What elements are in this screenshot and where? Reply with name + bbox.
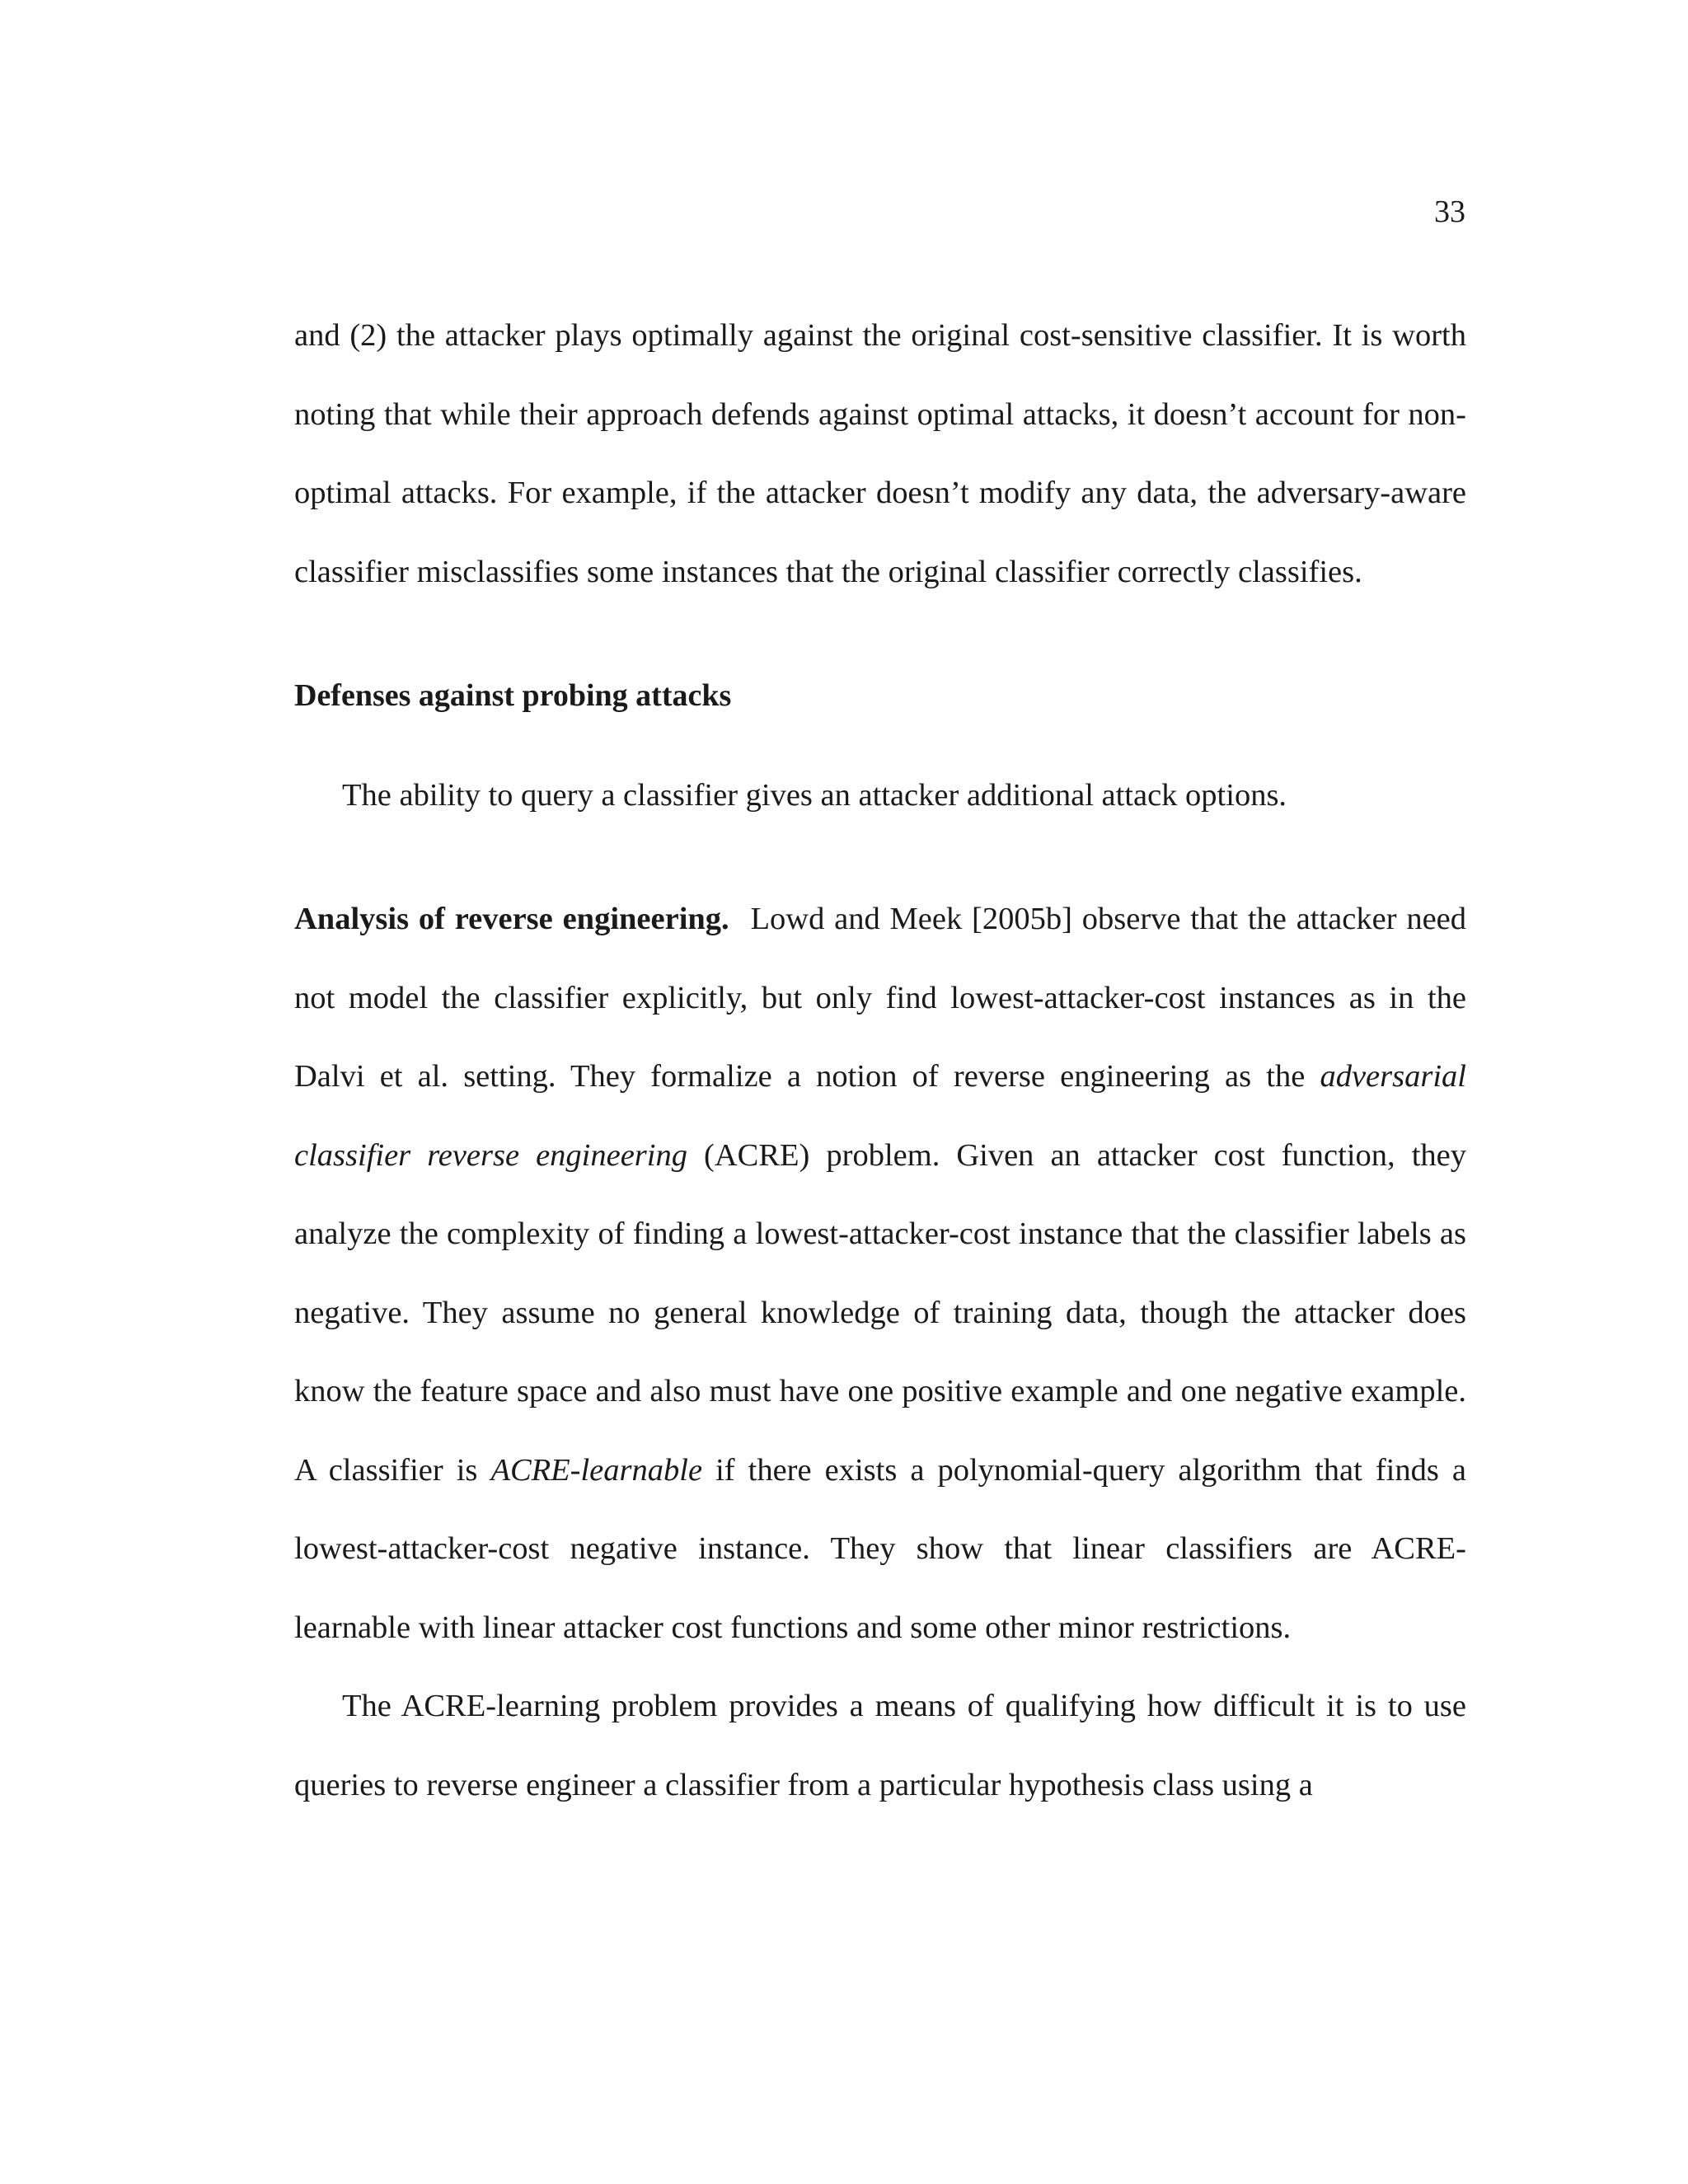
paragraph-text-part2: (ACRE) problem. Given an attacker cost function, they analyze the complexity of finding a lowest-attacker-cost instance that the classifier labels as negative. They assume no general knowledge of training data, though the attacker does know the feature space and also must have one positive example and one negative example. A classifier is (294, 1137, 1466, 1488)
page-number: 33 (1434, 194, 1465, 229)
intro-paragraph: and (2) the attacker plays optimally against the original cost-sensitive classifier. It is worth noting that while their approach defends against optimal attacks, it doesn’t account for non-optimal attacks. For example, if the attacker doesn’t modify any data, the adversary-aware classifier misclassifies some instances that the original classifier correctly classifies. (294, 318, 1466, 589)
text-column (294, 297, 1466, 1825)
paragraph-text-part1: Lowd and Meek [2005b] observe that the attacker need not model the classifier explicitly, but only find lowest-attacker-cost instances as in the Dalvi et al. setting. They formalize a notion of reverse engineering as the (294, 902, 1467, 1094)
emphasis-acre-term: adversarial classifier reverse engineering (294, 1059, 1466, 1173)
final-paragraph: The ACRE-learning problem provides a means of qualifying how difficult it is to use queries to reverse engineer a classifier from a particular hypothesis class using a (294, 1689, 1466, 1802)
run-in-heading: Analysis of reverse engineering. (294, 902, 729, 936)
section-heading: Defenses against probing attacks (294, 678, 732, 713)
section-intro-paragraph: The ability to query a classifier gives an attacker additional attack options. (342, 777, 1287, 813)
emphasis-acre-learnable: ACRE-learnable (490, 1452, 703, 1488)
paragraph-text-part3: if there exists a polynomial-query algorithm that finds a lowest-attacker-cost negative instance. They show that linear classifiers are ACRE-learnable with linear attacker cost functions and some other minor restrictions. (294, 1452, 1466, 1645)
reverse-engineering-paragraph (294, 880, 1466, 1667)
